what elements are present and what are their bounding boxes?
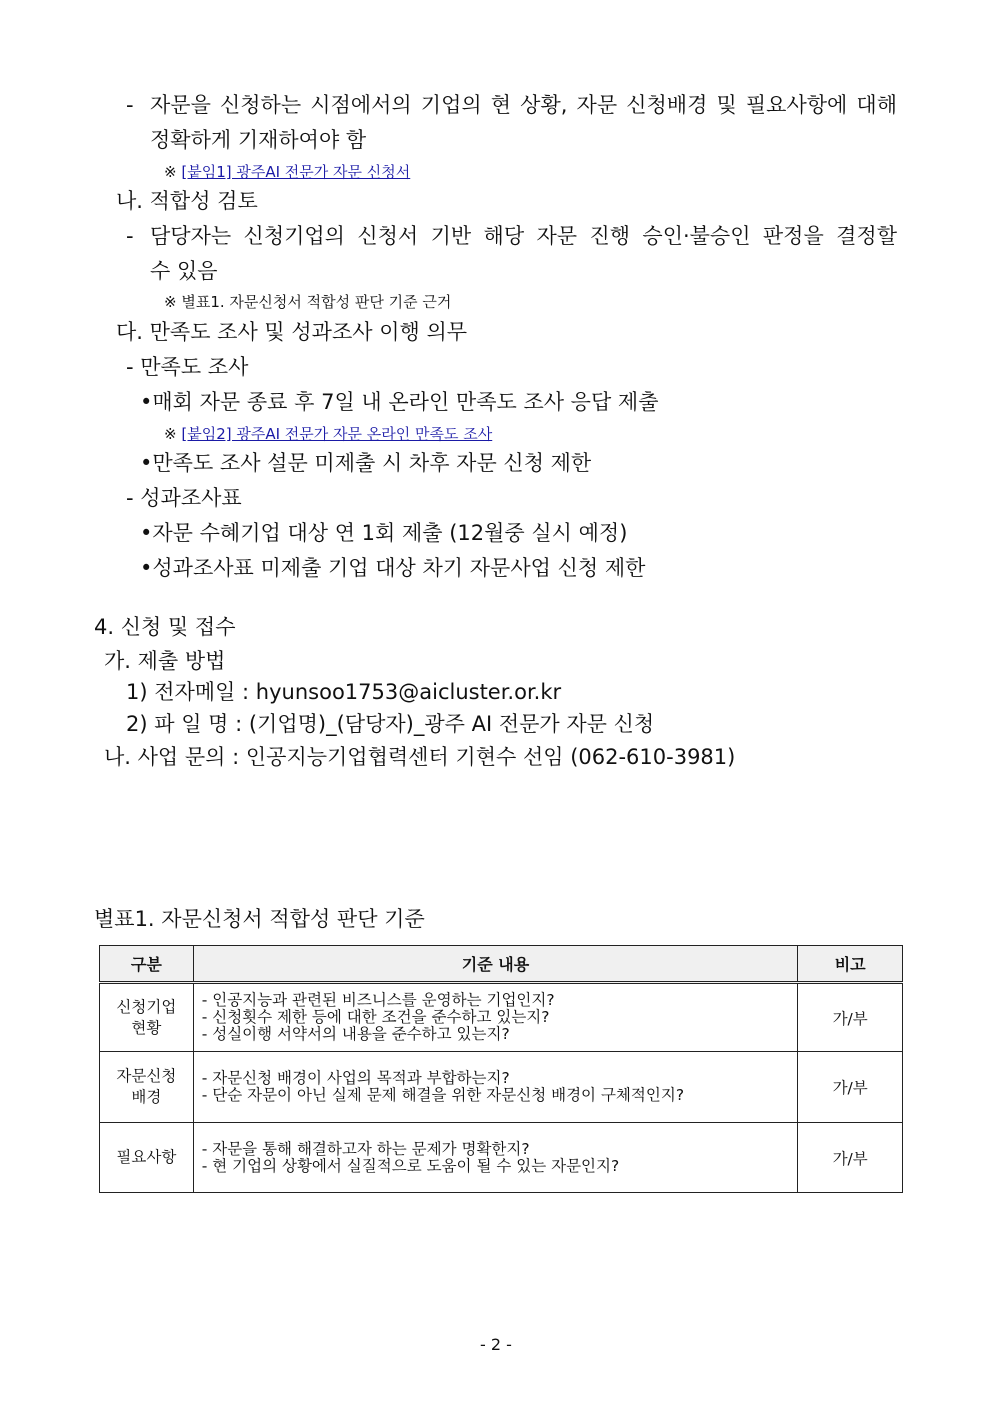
appendix1-note: ※ 별표1. 자문신청서 적합성 판단 기준 근거 xyxy=(164,293,452,311)
category-line: 배경 xyxy=(131,1088,162,1106)
table-row xyxy=(100,983,903,1052)
heading-application-submission: 4. 신청 및 접수 xyxy=(94,615,236,639)
criteria-cell xyxy=(193,1123,798,1193)
criteria-line: - 단순 자문이 아닌 실제 문제 해결을 위한 자문신청 배경이 구체적인지? xyxy=(201,1086,685,1104)
performance-survey-title: - 성과조사표 xyxy=(126,486,242,510)
performance-bullet-1: •자문 수혜기업 대상 연 1회 제출 (12월중 실시 예정) xyxy=(140,521,628,545)
heading-satisfaction-obligation: 다. 만족도 조사 및 성과조사 이행 의무 xyxy=(116,320,468,344)
dash-marker: - xyxy=(126,224,134,248)
criteria-line: - 신청횟수 제한 등에 대한 조건을 준수하고 있는지? xyxy=(201,1008,550,1026)
criteria-cell xyxy=(193,1052,798,1123)
satisfaction-bullet-2: •만족도 조사 설문 미제출 시 차후 자문 신청 제한 xyxy=(140,451,592,475)
criteria-cell xyxy=(193,983,798,1052)
satisfaction-bullet-1: •매회 자문 종료 후 7일 내 온라인 만족도 조사 응답 제출 xyxy=(140,390,659,414)
category-cell xyxy=(100,1052,194,1123)
criteria-line: - 자문신청 배경이 사업의 목적과 부합하는지? xyxy=(201,1069,510,1087)
table-header-row xyxy=(100,946,903,983)
consult-application-text-line1: 자문을 신청하는 시점에서의 기업의 현 상황, 자문 신청배경 및 필요사항에 대해 xyxy=(150,93,897,117)
category-line: 신청기업 xyxy=(116,997,177,1016)
approval-text-line1: 담당자는 신청기업의 신청서 기반 해당 자문 진행 승인·불승인 판정을 결정할 xyxy=(150,224,897,248)
table-title: 별표1. 자문신청서 적합성 판단 기준 xyxy=(94,907,425,931)
category-line: 필요사항 xyxy=(116,1148,177,1166)
note-cell: 가/부 xyxy=(798,1052,903,1123)
criteria-line: - 현 기업의 상황에서 실질적으로 도움이 될 수 있는 자문인지? xyxy=(201,1156,620,1175)
category-line: 자문신청 xyxy=(116,1067,177,1085)
attachment1-link[interactable]: [붙임1] 광주AI 전문가 자문 신청서 xyxy=(181,163,411,181)
note-cell: 가/부 xyxy=(798,1123,903,1193)
performance-bullet-2: •성과조사표 미제출 기업 대상 차기 자문사업 신청 제한 xyxy=(140,556,646,580)
note-cell: 가/부 xyxy=(798,983,903,1052)
heading-suitability-review: 나. 적합성 검토 xyxy=(116,189,258,213)
criteria-line: - 성실이행 서약서의 내용을 준수하고 있는지? xyxy=(201,1025,510,1043)
header-note: 비고 xyxy=(798,946,903,983)
table-row xyxy=(100,1123,903,1193)
criteria-line: - 자문을 통해 해결하고자 하는 문제가 명확한지? xyxy=(201,1139,530,1158)
attachment2-link[interactable]: [붙임2] 광주AI 전문가 자문 온라인 만족도 조사 xyxy=(181,425,493,443)
page-number: - 2 - xyxy=(480,1335,512,1354)
category-cell xyxy=(100,1123,194,1193)
satisfaction-survey-title: - 만족도 조사 xyxy=(126,355,249,379)
criteria-line: - 인공지능과 관련된 비즈니스를 운영하는 기업인지? xyxy=(201,991,555,1009)
category-line: 현황 xyxy=(131,1018,162,1037)
filename-line: 2) 파 일 명 : (기업명)_(담당자)_광주 AI 전문가 자문 신청 xyxy=(126,712,655,736)
reference-mark: ※ xyxy=(164,425,177,443)
consult-application-text-line2: 정확하게 기재하여야 함 xyxy=(150,128,367,152)
header-criteria: 기준 내용 xyxy=(193,946,798,983)
inquiry-line: 나. 사업 문의 : 인공지능기업협력센터 기현수 선임 (062-610-3981) xyxy=(104,745,736,769)
attachment2-note xyxy=(164,424,492,444)
dash-marker: - xyxy=(126,93,134,117)
email-line: 1) 전자메일 : hyunsoo1753@aicluster.or.kr xyxy=(126,680,562,704)
reference-mark: ※ xyxy=(164,163,177,181)
heading-submission-method: 가. 제출 방법 xyxy=(104,649,226,673)
table-row xyxy=(100,1052,903,1123)
suitability-criteria-table xyxy=(99,945,903,1193)
header-category: 구분 xyxy=(100,946,194,983)
attachment1-note xyxy=(164,162,410,182)
approval-text-line2: 수 있음 xyxy=(150,259,218,283)
category-cell xyxy=(100,983,194,1052)
